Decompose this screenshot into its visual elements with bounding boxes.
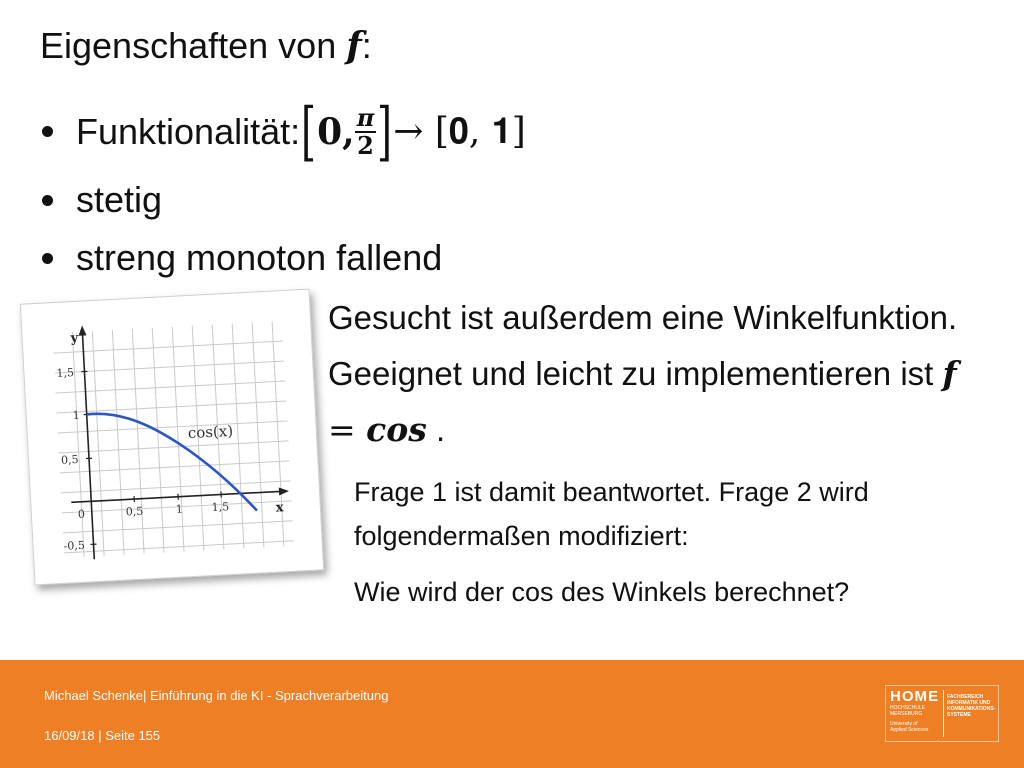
footer-author-line: Michael Schenke| Einführung in die KI - Sprachverarbeitung [44,688,389,703]
fraction-numerator: π [356,103,375,132]
y-axis-label: y [70,330,79,347]
title-text: Eigenschaften von [40,25,347,66]
cosine-graph-image [20,289,324,586]
continuous-text: stetig [76,179,163,220]
bullet-continuous [38,174,526,226]
paragraph-text: Gesucht ist außerdem eine Winkelfunktion. Geeignet und leicht zu implementieren ist [328,299,958,392]
cosine-graph-svg [21,290,323,585]
open-bracket: [ [301,95,317,169]
logo-applied: Applied Sciences [890,727,929,733]
x-axis-label: x [275,500,285,516]
logo-home: HOME [890,688,939,705]
bullet-monotone [38,232,526,284]
x-tick-1: 1 [175,502,184,516]
close-bracket: ] [377,95,393,169]
fraction-denominator: 2 [357,131,374,160]
bullet-functionality [38,94,526,170]
x-tick-1-5: 1,5 [211,500,230,515]
logo-fb-line-2: INFORMATIK UND [947,700,991,706]
paragraph-end: . [426,411,446,448]
y-axis-arrow [78,325,87,335]
monotone-text: streng monoton fallend [76,237,443,278]
y-tick-0-5: 0,5 [60,452,79,467]
footer-date-page: 16/09/18 | Seite 155 [44,728,161,743]
title-f-symbol: 𝒇 [346,25,362,67]
y-tick-0: 0 [77,507,86,522]
slide-title [40,22,372,70]
domain-zero: 0, [317,111,355,153]
formula-cos: 𝒄𝒐𝒔 [366,410,427,449]
formula-equals: = [328,410,367,449]
functionality-label: Funktionalität: [76,111,301,152]
formula-f: 𝒇 [942,354,957,393]
y-tick-minus-0-5: -0,5 [63,538,86,553]
y-axis [82,332,94,560]
x-tick-0-5: 0,5 [125,504,144,519]
logo-hochschule: HOCHSCHULE [890,705,926,711]
x-axis-arrow [279,487,289,496]
logo-fb-line-4: SYSTEME [947,712,971,718]
logo-fb-line-1: FACHBEREICH [947,694,984,700]
university-logo [885,685,999,742]
curve-label: cos(x) [187,421,234,443]
y-tick-1-5: 1,5 [56,366,75,380]
pi-half-fraction [355,105,377,159]
note-cos-question: Wie wird der cos des Winkels berechnet? [354,577,850,607]
bullet-dot [42,253,53,264]
cosine-paragraph [328,290,978,458]
y-tick-1: 1 [72,408,81,423]
title-colon: : [361,25,372,66]
range-expression: → [𝟎, 𝟏] [393,111,526,152]
bullet-dot [42,195,53,206]
x-axis [71,491,283,502]
logo-fb-line-3: KOMMUNIKATIONS- [947,706,996,712]
property-list [38,94,526,284]
note-question-answered: Frage 1 ist damit beantwortet. Frage 2 wird folgendermaßen modifiziert: [354,477,869,551]
logo-merseburg: MERSEBURG [890,711,923,717]
logo-divider [943,690,944,737]
bullet-dot [42,126,53,137]
footer-bar [0,660,1024,768]
logo-university: University of [890,721,918,727]
